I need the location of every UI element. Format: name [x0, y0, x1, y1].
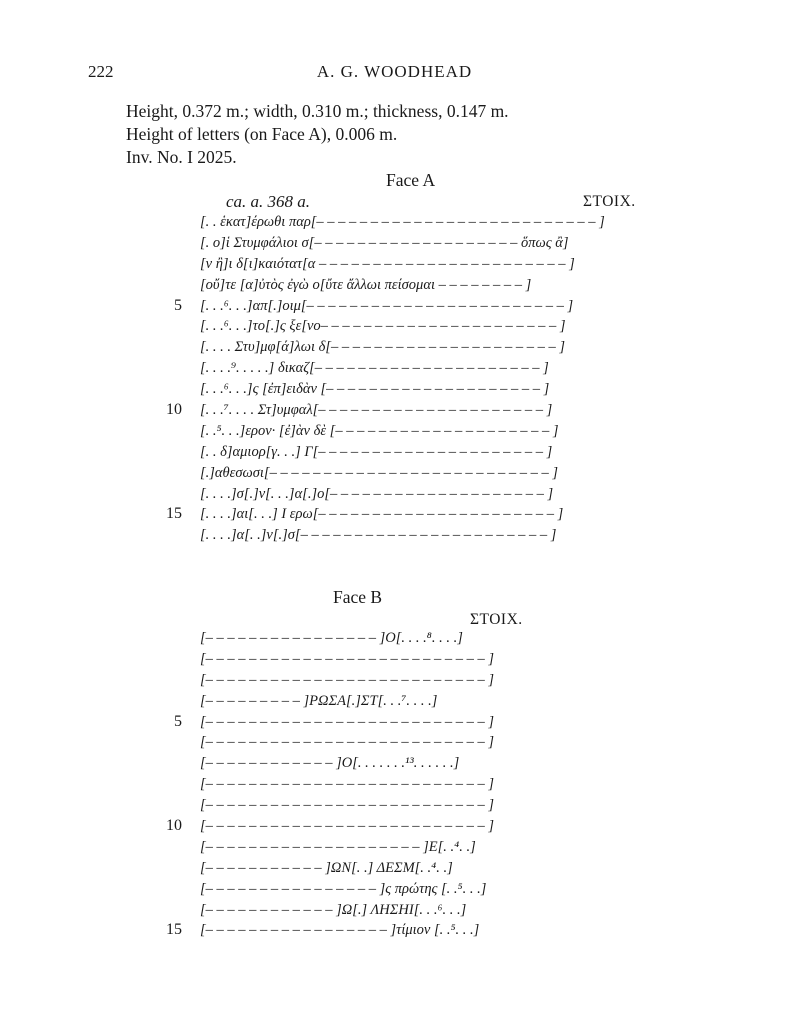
line-text: [.]αθεσωσι[– – – – – – – – – – – – – – – – – – – – – – – – – – ]: [200, 464, 558, 481]
running-head: A. G. WOODHEAD: [316, 62, 473, 81]
line-text: [. . δ]αμιορ[γ. . .] Γ[– – – – – – – – – – – – – – – – – – – – – ]: [200, 443, 553, 460]
line-number: 10: [166, 401, 182, 419]
line-text: [– – – – – – – – – – – – – – – – – – – – – – – – – – ]: [200, 734, 495, 751]
line-number: 10: [166, 817, 182, 835]
inscription-line: [200, 275, 634, 296]
line-text: [. . . .]αι[. . .] Ι ερω[– – – – – – – – – – – – – – – – – – – – – – ]: [200, 506, 564, 523]
line-text: [. . . .]α[. .]ν[.]σ[– – – – – – – – – – – – – – – – – – – – – – – ]: [200, 527, 557, 544]
face-a-title: Face A: [386, 170, 436, 190]
line-text: [– – – – – – – – – – – – – – – – – – – – – – – – – – ]: [200, 713, 495, 730]
inscription-line: [200, 691, 524, 712]
line-text: [– – – – – – – – – – – – – – – – – ]τίμιον [. .⁵. . .]: [200, 922, 480, 939]
inscription-line: [200, 879, 524, 900]
line-text: [– – – – – – – – – ]ΡΩΣΑ[.]ΣΤ[. . .⁷. . . .]: [200, 692, 438, 709]
line-text: [οὔ]τε [α]ὐτὸς ἐγὼ ο[ὔτε ἄλλωι πείσομαι – – – – – – – – ]: [200, 276, 532, 293]
inscription-line: [200, 774, 524, 795]
face-b-text-lines: [166, 628, 524, 941]
inscription-line: [200, 732, 524, 753]
inscription-line: [200, 795, 524, 816]
face-a-text-lines: [166, 212, 634, 546]
inscription-line: [200, 484, 634, 505]
line-text: [– – – – – – – – – – – – – – – – – – – – ]Ε[. .⁴. .]: [200, 838, 476, 855]
line-text: [– – – – – – – – – – – – – – – – ]Ο[. . . .⁸. . . .]: [200, 630, 463, 646]
line-text: [. . . .⁹. . . . .] δικαζ[– – – – – – – – – – – – – – – – – – – – – ]: [200, 360, 549, 377]
inscription-line: [200, 837, 524, 858]
line-number: 15: [166, 921, 182, 939]
line-text: [. . . . Στυ]μφ[ά]λωι δ[– – – – – – – – – – – – – – – – – – – – – ]: [200, 339, 566, 356]
line-text: [. . .⁶. . .]ς [ἐπ]ειδὰν [– – – – – – – – – – – – – – – – – – – – ]: [200, 381, 550, 398]
inscription-line: [166, 504, 634, 525]
line-text: [. . .⁶. . .]το[.]ς ξε[νο– – – – – – – – – – – – – – – – – – – – – – ]: [200, 318, 566, 335]
line-text: [– – – – – – – – – – – – ]Ο[. . . . . . .¹³. . . . . .]: [200, 755, 460, 772]
inscription-line: [200, 670, 524, 691]
page-number: 222: [88, 62, 114, 81]
face-a-date: ca. a. 368 a.: [226, 192, 311, 211]
face-a-stoichedon-label: ΣΤΟΙΧ.: [583, 193, 636, 210]
line-text: [– – – – – – – – – – – – – – – – – – – – – – – – – – ]: [200, 818, 495, 835]
inscription-line: [200, 233, 634, 254]
line-text: [– – – – – – – – – – – – – – – – – – – – – – – – – – ]: [200, 671, 495, 688]
face-b-title: Face B: [333, 587, 383, 607]
inscription-line: [200, 649, 524, 670]
inscription-line: [200, 212, 634, 233]
inscription-line: [200, 337, 634, 358]
dimensions-line: Height, 0.372 m.; width, 0.310 m.; thickness, 0.147 m.: [126, 101, 509, 121]
inscription-line: [200, 358, 634, 379]
line-text: [– – – – – – – – – – – – – – – – – – – – – – – – – – ]: [200, 797, 495, 814]
inscription-line: [174, 296, 634, 317]
line-number: 5: [174, 296, 182, 314]
letter-height-line: Height of letters (on Face A), 0.006 m.: [126, 124, 398, 144]
inscription-line: [200, 858, 524, 879]
line-text: [. . .⁷. . . . Στ]υμφαλ[– – – – – – – – – – – – – – – – – – – – – ]: [200, 402, 553, 419]
line-text: [– – – – – – – – – – – ]ΩΝ[. .] ΔΕΣΜ[. .⁴. .]: [200, 859, 453, 876]
line-text: [. ο]ἱ Στυμφάλιοι σ[– – – – – – – – – – – – – – – – – – – ὅπως ἂ]: [200, 234, 569, 251]
inscription-line: [200, 463, 634, 484]
inscription-metadata: [126, 100, 509, 169]
inscription-line: [200, 442, 634, 463]
line-text: [ν ἢ]ι δ[ι]καιότατ[α – – – – – – – – – – – – – – – – – – – – – – – ]: [200, 255, 575, 272]
inscription-line: [200, 525, 634, 546]
line-text: [. . . .]σ[.]ν[. . .]α[.]ο[– – – – – – – – – – – – – – – – – – – – ]: [200, 485, 554, 502]
line-text: [. . ἑκατ]έρωθι παρ[– – – – – – – – – – – – – – – – – – – – – – – – – – ]: [200, 214, 605, 230]
line-text: [– – – – – – – – – – – – – – – – ]ς πρώτης [. .⁵. . .]: [200, 880, 487, 897]
face-b-stoichedon-label: ΣΤΟΙΧ.: [470, 611, 523, 628]
inscription-line: [200, 254, 634, 275]
line-number: 15: [166, 505, 182, 523]
inscription-line: [200, 316, 634, 337]
line-text: [. . .⁶. . .]απ[.]οιμ[– – – – – – – – – – – – – – – – – – – – – – – – ]: [200, 297, 574, 314]
inscription-line: [200, 900, 524, 921]
inscription-line: [200, 628, 524, 649]
line-text: [– – – – – – – – – – – – ]Ω[.] ΛΗΣΗΙ[. . .⁶. . .]: [200, 901, 467, 918]
line-number: 5: [174, 712, 182, 730]
inscription-line: [200, 421, 634, 442]
inscription-line: [166, 920, 524, 941]
inscription-line: [174, 712, 524, 733]
inscription-line: [200, 753, 524, 774]
line-text: [– – – – – – – – – – – – – – – – – – – – – – – – – – ]: [200, 776, 495, 793]
inscription-line: [166, 816, 524, 837]
inscription-line: [166, 400, 634, 421]
line-text: [– – – – – – – – – – – – – – – – – – – – – – – – – – ]: [200, 650, 495, 667]
inventory-line: Inv. No. I 2025.: [126, 147, 237, 167]
line-text: [. .⁵. . .]ερον· [ἐ]ὰν δὲ [– – – – – – – – – – – – – – – – – – – – ]: [200, 422, 559, 439]
inscription-line: [200, 379, 634, 400]
